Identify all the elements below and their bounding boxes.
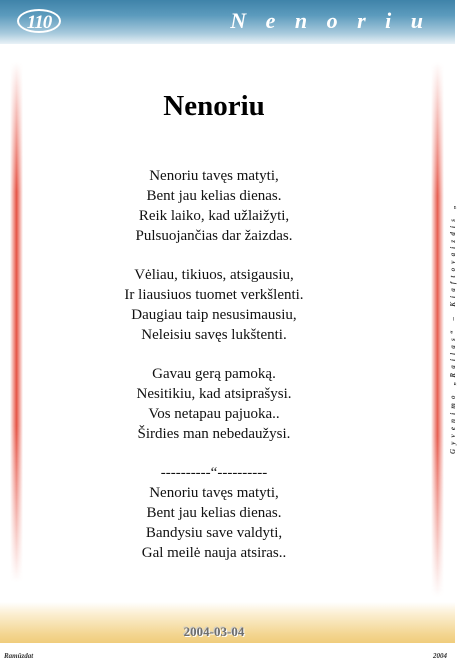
poem-line: Gavau gerą pamoką. — [152, 366, 276, 382]
author-signature: Ramūzdat — [4, 652, 34, 660]
poem-line: Vėliau, tikiuos, atsigausiu, — [134, 267, 294, 283]
header-title: N e n o r i u — [230, 8, 430, 33]
poem-line: Nenoriu tavęs matyti, — [149, 485, 279, 501]
poem-line: Širdies man nebedaužysi. — [137, 426, 291, 442]
stanza — [0, 265, 428, 345]
poem-date: 2004-03-04 — [183, 624, 245, 639]
poem-line: Reik laiko, kad užlaižyti, — [138, 208, 290, 224]
stanza — [0, 166, 428, 246]
side-caption: Gyvenimo „Railas“ – Kiaftovaizdis „ — [449, 201, 457, 454]
footer-year: 2004 — [433, 652, 447, 660]
poem-line: Gal meilė nauja atsiras.. — [141, 545, 287, 561]
poem-line: Ir liausiuos tuomet verkšlenti. — [124, 287, 304, 303]
poem-line: Bent jau kelias dienas. — [146, 188, 282, 204]
stanza — [0, 364, 428, 444]
poem-title: Nenoriu — [163, 90, 265, 122]
poem-separator: ----------“---------- — [160, 465, 268, 481]
poem-body — [0, 166, 428, 582]
poem-line: Bandysiu save valdyti, — [145, 525, 283, 541]
poem-line: Nesitikiu, kad atsiprašysi. — [136, 386, 292, 402]
poem-line: Pulsuojančias dar žaizdas. — [135, 228, 293, 244]
poem-line: Daugiau taip nesusimausiu, — [131, 307, 297, 323]
poem-line: Vos netapau pajuoka.. — [148, 406, 280, 422]
stanza — [0, 463, 428, 563]
poem-line: Bent jau kelias dienas. — [146, 505, 282, 521]
page-header — [0, 0, 455, 44]
right-decorative-bar — [431, 62, 444, 597]
page-number-badge: 110 — [17, 9, 61, 33]
poem-line: Nenoriu tavęs matyti, — [149, 168, 279, 184]
poem-line: Neleisiu savęs lukštenti. — [141, 327, 287, 343]
